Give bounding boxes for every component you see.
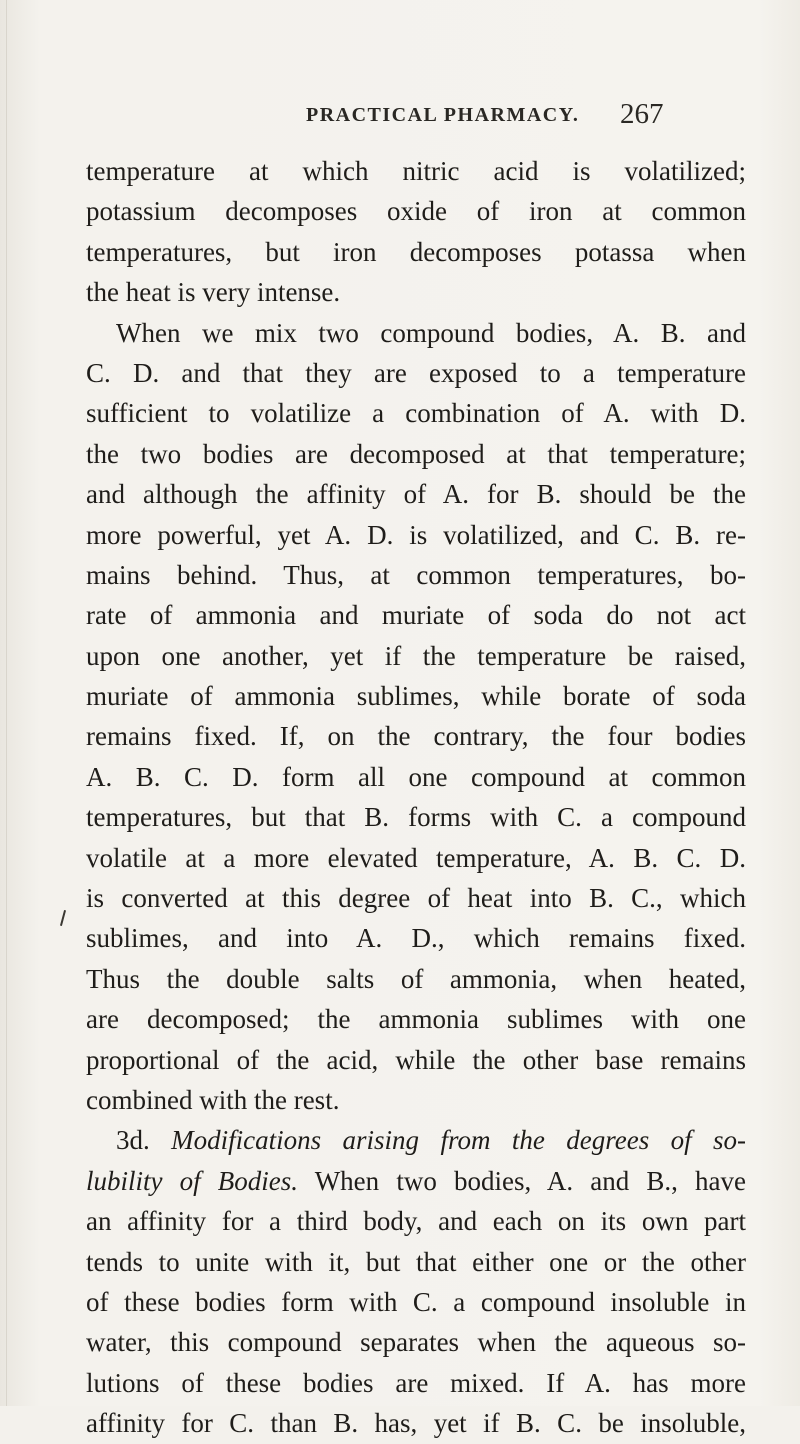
text-line: C. D. and that they are exposed to a temperature bbox=[86, 357, 746, 388]
text-line: temperatures, but that B. forms with C. a compound bbox=[86, 802, 746, 833]
text-line: remains fixed. If, on the contrary, the four bodies bbox=[86, 721, 746, 752]
body-text bbox=[86, 151, 746, 1444]
text-line: potassium decomposes oxide of iron at common bbox=[86, 196, 746, 227]
page-edge-rule bbox=[6, 0, 7, 1406]
text-line: of these bodies form with C. a compound insoluble in bbox=[86, 1286, 746, 1317]
text-line: and although the affinity of A. for B. should be the bbox=[86, 479, 746, 510]
text-line: volatile at a more elevated temperature, A. B. C. D. bbox=[86, 842, 746, 873]
page-number: 267 bbox=[620, 98, 664, 130]
running-title: PRACTICAL PHARMACY. bbox=[306, 104, 580, 126]
text-line: an affinity for a third body, and each on its own part bbox=[86, 1206, 746, 1237]
text-line: rate of ammonia and muriate of soda do not act bbox=[86, 600, 746, 631]
text-line: Thus the double salts of ammonia, when heated, bbox=[86, 963, 746, 994]
section-heading-line bbox=[86, 1120, 746, 1160]
section-heading-line-2 bbox=[86, 1161, 746, 1201]
text-line: temperatures, but iron decomposes potassa when bbox=[86, 236, 746, 267]
section-first-line-rest: When two bodies, A. and B., have bbox=[314, 1165, 747, 1196]
text-line: more powerful, yet A. D. is volatilized, and C. B. re- bbox=[86, 519, 746, 550]
text-line: proportional of the acid, while the other base remains bbox=[86, 1044, 746, 1075]
text-line: is converted at this degree of heat into B. C., which bbox=[86, 883, 746, 914]
margin-tick-mark bbox=[60, 910, 66, 926]
text-line: upon one another, yet if the temperature be raised, bbox=[86, 640, 746, 671]
text-line: combined with the rest. bbox=[86, 1084, 340, 1115]
text-line: tends to unite with it, but that either one or the other bbox=[86, 1246, 746, 1277]
section-number: 3d. bbox=[116, 1125, 150, 1156]
text-line: A. B. C. D. form all one compound at common bbox=[86, 761, 746, 792]
text-line: When we mix two compound bodies, A. B. and bbox=[116, 317, 746, 348]
text-line: the two bodies are decomposed at that temperature; bbox=[86, 438, 746, 469]
text-line: affinity for C. than B. has, yet if B. C. be insoluble, bbox=[86, 1408, 746, 1439]
section-heading: Modifications arising from the degrees of so- bbox=[171, 1125, 747, 1156]
text-line: lutions of these bodies are mixed. If A. has more bbox=[86, 1367, 746, 1398]
text-line: mains behind. Thus, at common temperatures, bo- bbox=[86, 559, 746, 590]
running-head bbox=[0, 98, 800, 134]
text-line: temperature at which nitric acid is volatilized; bbox=[86, 156, 746, 186]
text-line: sufficient to volatilize a combination of A. with D. bbox=[86, 398, 746, 429]
text-line: water, this compound separates when the aqueous so- bbox=[86, 1327, 746, 1358]
text-line: are decomposed; the ammonia sublimes with one bbox=[86, 1004, 746, 1035]
text-line: sublimes, and into A. D., which remains fixed. bbox=[86, 923, 746, 954]
text-line: muriate of ammonia sublimes, while borate of soda bbox=[86, 681, 746, 712]
text-line: the heat is very intense. bbox=[86, 277, 341, 308]
section-heading-cont: lubility of Bodies. bbox=[86, 1165, 299, 1196]
